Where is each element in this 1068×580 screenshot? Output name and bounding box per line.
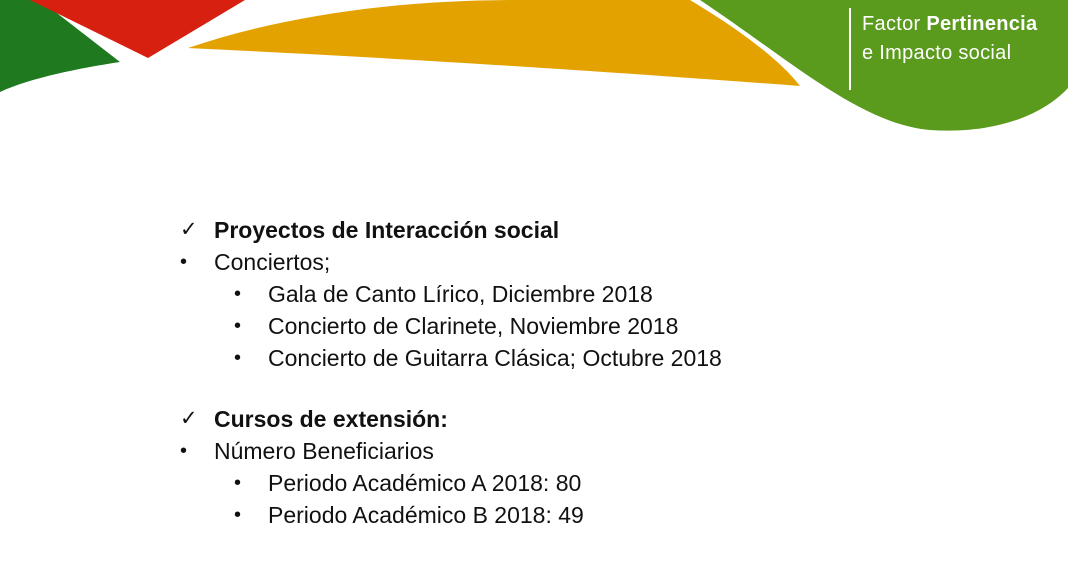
bullet-icon: • (234, 347, 242, 369)
bullet-icon: • (180, 440, 188, 462)
orange-shape (188, 0, 800, 86)
factor-title-bold: Pertinencia (926, 13, 1038, 35)
factor-title-line2: e Impacto social (862, 42, 1012, 64)
title-divider (849, 8, 851, 90)
checkmark-icon: ✓ (180, 218, 198, 241)
bullet-icon: • (180, 251, 188, 273)
bullet-icon: • (234, 283, 242, 305)
section-spacer (180, 374, 940, 403)
section-heading: ✓ Proyectos de Interacción social (180, 214, 940, 246)
bullet-item: • Conciertos; (180, 246, 940, 278)
checkmark-icon: ✓ (180, 407, 198, 430)
bullet-icon: • (234, 504, 242, 526)
factor-title-line1: Factor Pertinencia (862, 13, 1038, 35)
sub-bullet-item: • Periodo Académico A 2018: 80 (180, 467, 940, 499)
factor-title (862, 10, 1062, 68)
section-heading: ✓ Cursos de extensión: (180, 403, 940, 435)
sub-bullet-item: • Concierto de Guitarra Clásica; Octubre 2018 (180, 342, 940, 374)
sub-bullet-item: • Gala de Canto Lírico, Diciembre 2018 (180, 278, 940, 310)
bullet-icon: • (234, 315, 242, 337)
sub-bullet-item: • Periodo Académico B 2018: 49 (180, 499, 940, 531)
sub-bullet-item: • Concierto de Clarinete, Noviembre 2018 (180, 310, 940, 342)
slide-content (180, 214, 940, 531)
bullet-item: • Número Beneficiarios (180, 435, 940, 467)
bullet-icon: • (234, 472, 242, 494)
